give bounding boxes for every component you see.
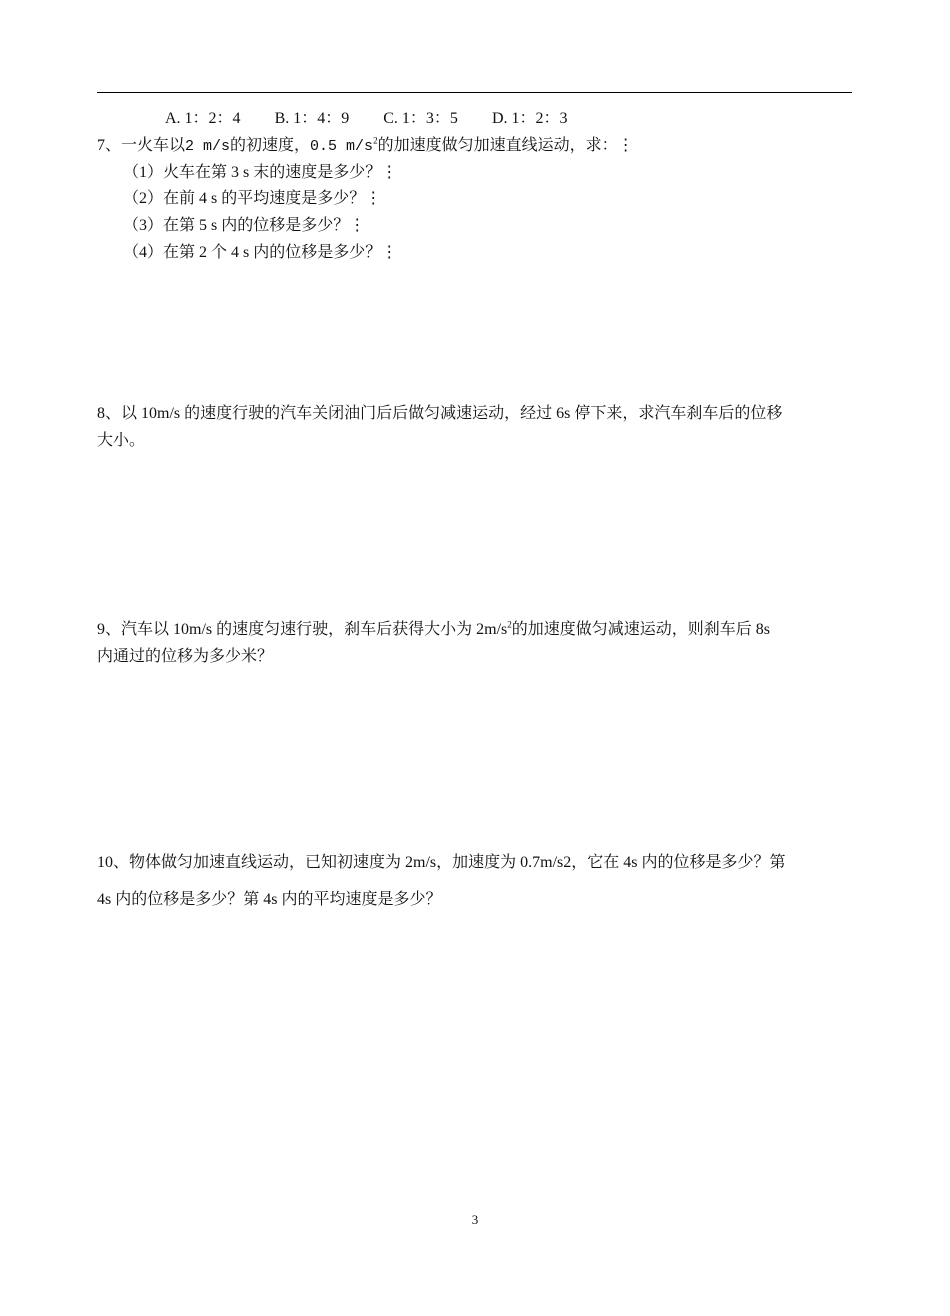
q7-exponent: 2	[373, 135, 378, 146]
answer-options	[165, 109, 568, 129]
q7-accel: 0.5 m/s	[310, 138, 374, 155]
q7-sub-3: （3）在第 5 s 内的位移是多少？⋮	[123, 217, 366, 234]
page-number: 3	[471, 1212, 479, 1227]
q7-sub-2: （2）在前 4 s 的平均速度是多少？⋮	[123, 190, 382, 207]
q9-line-1a: 9、汽车以 10m/s 的速度匀速行驶，刹车后获得大小为 2m/s	[97, 621, 508, 638]
option-a: A. 1：2：4	[165, 110, 241, 127]
q7-sub-1: （1）火车在第 3 s 末的速度是多少？⋮	[123, 164, 398, 181]
option-c: C. 1：3：5	[383, 110, 458, 127]
q9-line-2: 内通过的位移为多少米？	[97, 648, 274, 665]
q7-suffix: 的加速度做匀加速直线运动，求：⋮	[377, 137, 634, 154]
q7-speed: 2 m/s	[185, 138, 231, 155]
q10-line-1: 10、物体做匀加速直线运动，已知初速度为 2m/s，加速度为 0.7m/s2，它在 4s 内的位移是多少？第	[97, 854, 786, 871]
q9-line-1b: 的加速度做匀减速运动，则刹车后 8s	[511, 621, 770, 638]
option-d: D. 1：2：3	[491, 110, 568, 127]
q8-line-1: 8、以 10m/s 的速度行驶的汽车关闭油门后后做匀减速运动，经过 6s 停下来，求汽车刹车后的位移	[97, 405, 783, 422]
q7-mid: 的初速度，	[230, 137, 311, 154]
q8-line-2: 大小。	[97, 432, 146, 449]
question-9	[97, 620, 770, 640]
question-7	[97, 136, 634, 157]
header-rule	[97, 92, 852, 93]
q7-prefix: 7、一火车以	[97, 137, 186, 154]
option-b: B. 1：4：9	[274, 110, 350, 127]
q7-sub-4: （4）在第 2 个 4 s 内的位移是多少？⋮	[123, 244, 398, 261]
q9-exponent: 2	[507, 619, 512, 630]
q10-line-2: 4s 内的位移是多少？第 4s 内的平均速度是多少？	[97, 891, 442, 908]
